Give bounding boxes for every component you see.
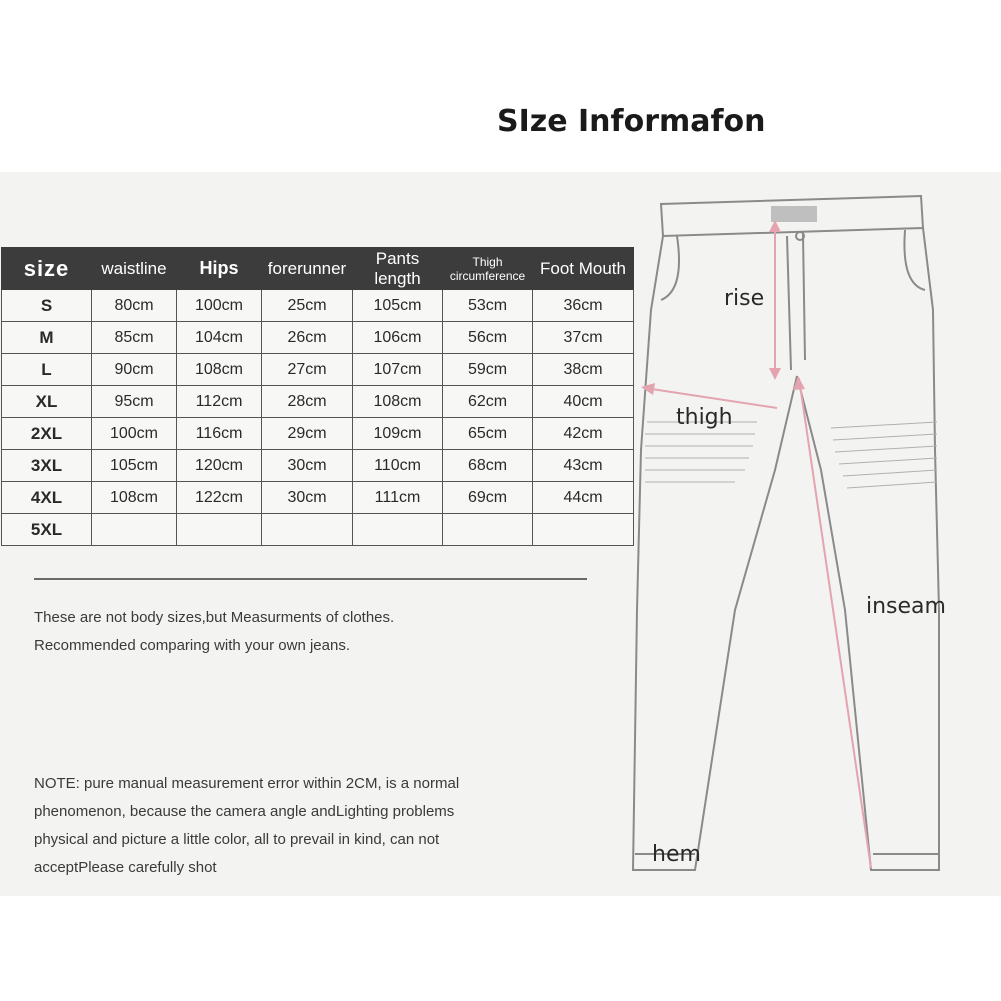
jeans-diagram — [625, 190, 955, 880]
table-cell: 106cm — [353, 322, 443, 354]
measurement-note — [34, 604, 394, 660]
header-pants-length: Pants length — [353, 248, 443, 290]
note-line: NOTE: pure manual measurement error within 2CM, is a normal — [34, 775, 460, 792]
note-line: acceptPlease carefully shot — [34, 859, 217, 876]
table-cell — [443, 514, 533, 546]
knee-panel-left — [645, 422, 757, 482]
table-cell: 120cm — [177, 450, 262, 482]
table-cell: L — [2, 354, 92, 386]
table-cell — [353, 514, 443, 546]
divider — [34, 578, 587, 580]
header-hips: Hips — [177, 248, 262, 290]
table-cell: 100cm — [92, 418, 177, 450]
table-cell: 2XL — [2, 418, 92, 450]
table-cell: 30cm — [262, 450, 353, 482]
table-cell: 108cm — [92, 482, 177, 514]
table-cell — [533, 514, 634, 546]
table-cell — [262, 514, 353, 546]
table-cell: 112cm — [177, 386, 262, 418]
table-cell: 100cm — [177, 290, 262, 322]
table-row — [2, 290, 634, 322]
table-row — [2, 322, 634, 354]
table-cell: 26cm — [262, 322, 353, 354]
size-chart-table — [1, 247, 634, 546]
table-cell: 108cm — [177, 354, 262, 386]
knee-panel-right — [831, 422, 937, 488]
header-forerunner: forerunner — [262, 248, 353, 290]
table-cell: 5XL — [2, 514, 92, 546]
table-header-row — [2, 248, 634, 290]
table-cell: 3XL — [2, 450, 92, 482]
page-title: SIze Informafon — [497, 104, 766, 139]
table-cell: 44cm — [533, 482, 634, 514]
disclaimer-note — [34, 770, 554, 882]
table-cell: 80cm — [92, 290, 177, 322]
label-rise: rise — [724, 286, 765, 311]
table-cell: 107cm — [353, 354, 443, 386]
note-line: Recommended comparing with your own jeans. — [34, 637, 350, 654]
table-cell: 53cm — [443, 290, 533, 322]
table-cell: 109cm — [353, 418, 443, 450]
table-cell: 90cm — [92, 354, 177, 386]
label-thigh: thigh — [676, 405, 733, 430]
table-cell: 59cm — [443, 354, 533, 386]
table-cell: 43cm — [533, 450, 634, 482]
table-cell: 65cm — [443, 418, 533, 450]
table-cell: 38cm — [533, 354, 634, 386]
label-inseam: inseam — [866, 594, 946, 619]
table-cell: 30cm — [262, 482, 353, 514]
table-cell: 122cm — [177, 482, 262, 514]
table-cell: 108cm — [353, 386, 443, 418]
table-row — [2, 354, 634, 386]
note-line: physical and picture a little color, all to prevail in kind, can not — [34, 831, 440, 848]
table-cell: 116cm — [177, 418, 262, 450]
header-waistline: waistline — [92, 248, 177, 290]
table-row — [2, 450, 634, 482]
table-cell: 85cm — [92, 322, 177, 354]
brand-patch — [771, 206, 817, 222]
table-row — [2, 418, 634, 450]
header-foot-mouth: Foot Mouth — [533, 248, 634, 290]
label-hem: hem — [652, 842, 701, 867]
table-cell: 27cm — [262, 354, 353, 386]
note-line: These are not body sizes,but Measurments of clothes. — [34, 609, 395, 626]
table-cell: 36cm — [533, 290, 634, 322]
table-cell: 104cm — [177, 322, 262, 354]
note-line: phenomenon, because the camera angle andLighting problems — [34, 803, 455, 820]
table-cell: 28cm — [262, 386, 353, 418]
table-cell: 95cm — [92, 386, 177, 418]
measurement-lines — [641, 220, 871, 868]
table-cell: 56cm — [443, 322, 533, 354]
table-cell: 42cm — [533, 418, 634, 450]
jeans-outline — [633, 196, 939, 870]
table-cell: 25cm — [262, 290, 353, 322]
header-thigh-circumference: Thigh circumference — [443, 248, 533, 290]
table-cell — [92, 514, 177, 546]
table-cell: 37cm — [533, 322, 634, 354]
table-cell: 29cm — [262, 418, 353, 450]
table-cell: 105cm — [353, 290, 443, 322]
table-cell: 110cm — [353, 450, 443, 482]
table-row — [2, 482, 634, 514]
table-cell: S — [2, 290, 92, 322]
table-cell: 105cm — [92, 450, 177, 482]
table-cell: 111cm — [353, 482, 443, 514]
table-cell: M — [2, 322, 92, 354]
table-cell: 69cm — [443, 482, 533, 514]
table-row — [2, 386, 634, 418]
table-cell: 40cm — [533, 386, 634, 418]
table-cell: 4XL — [2, 482, 92, 514]
table-cell: 68cm — [443, 450, 533, 482]
header-size: size — [2, 248, 92, 290]
table-row — [2, 514, 634, 546]
table-cell: 62cm — [443, 386, 533, 418]
table-cell — [177, 514, 262, 546]
table-cell: XL — [2, 386, 92, 418]
